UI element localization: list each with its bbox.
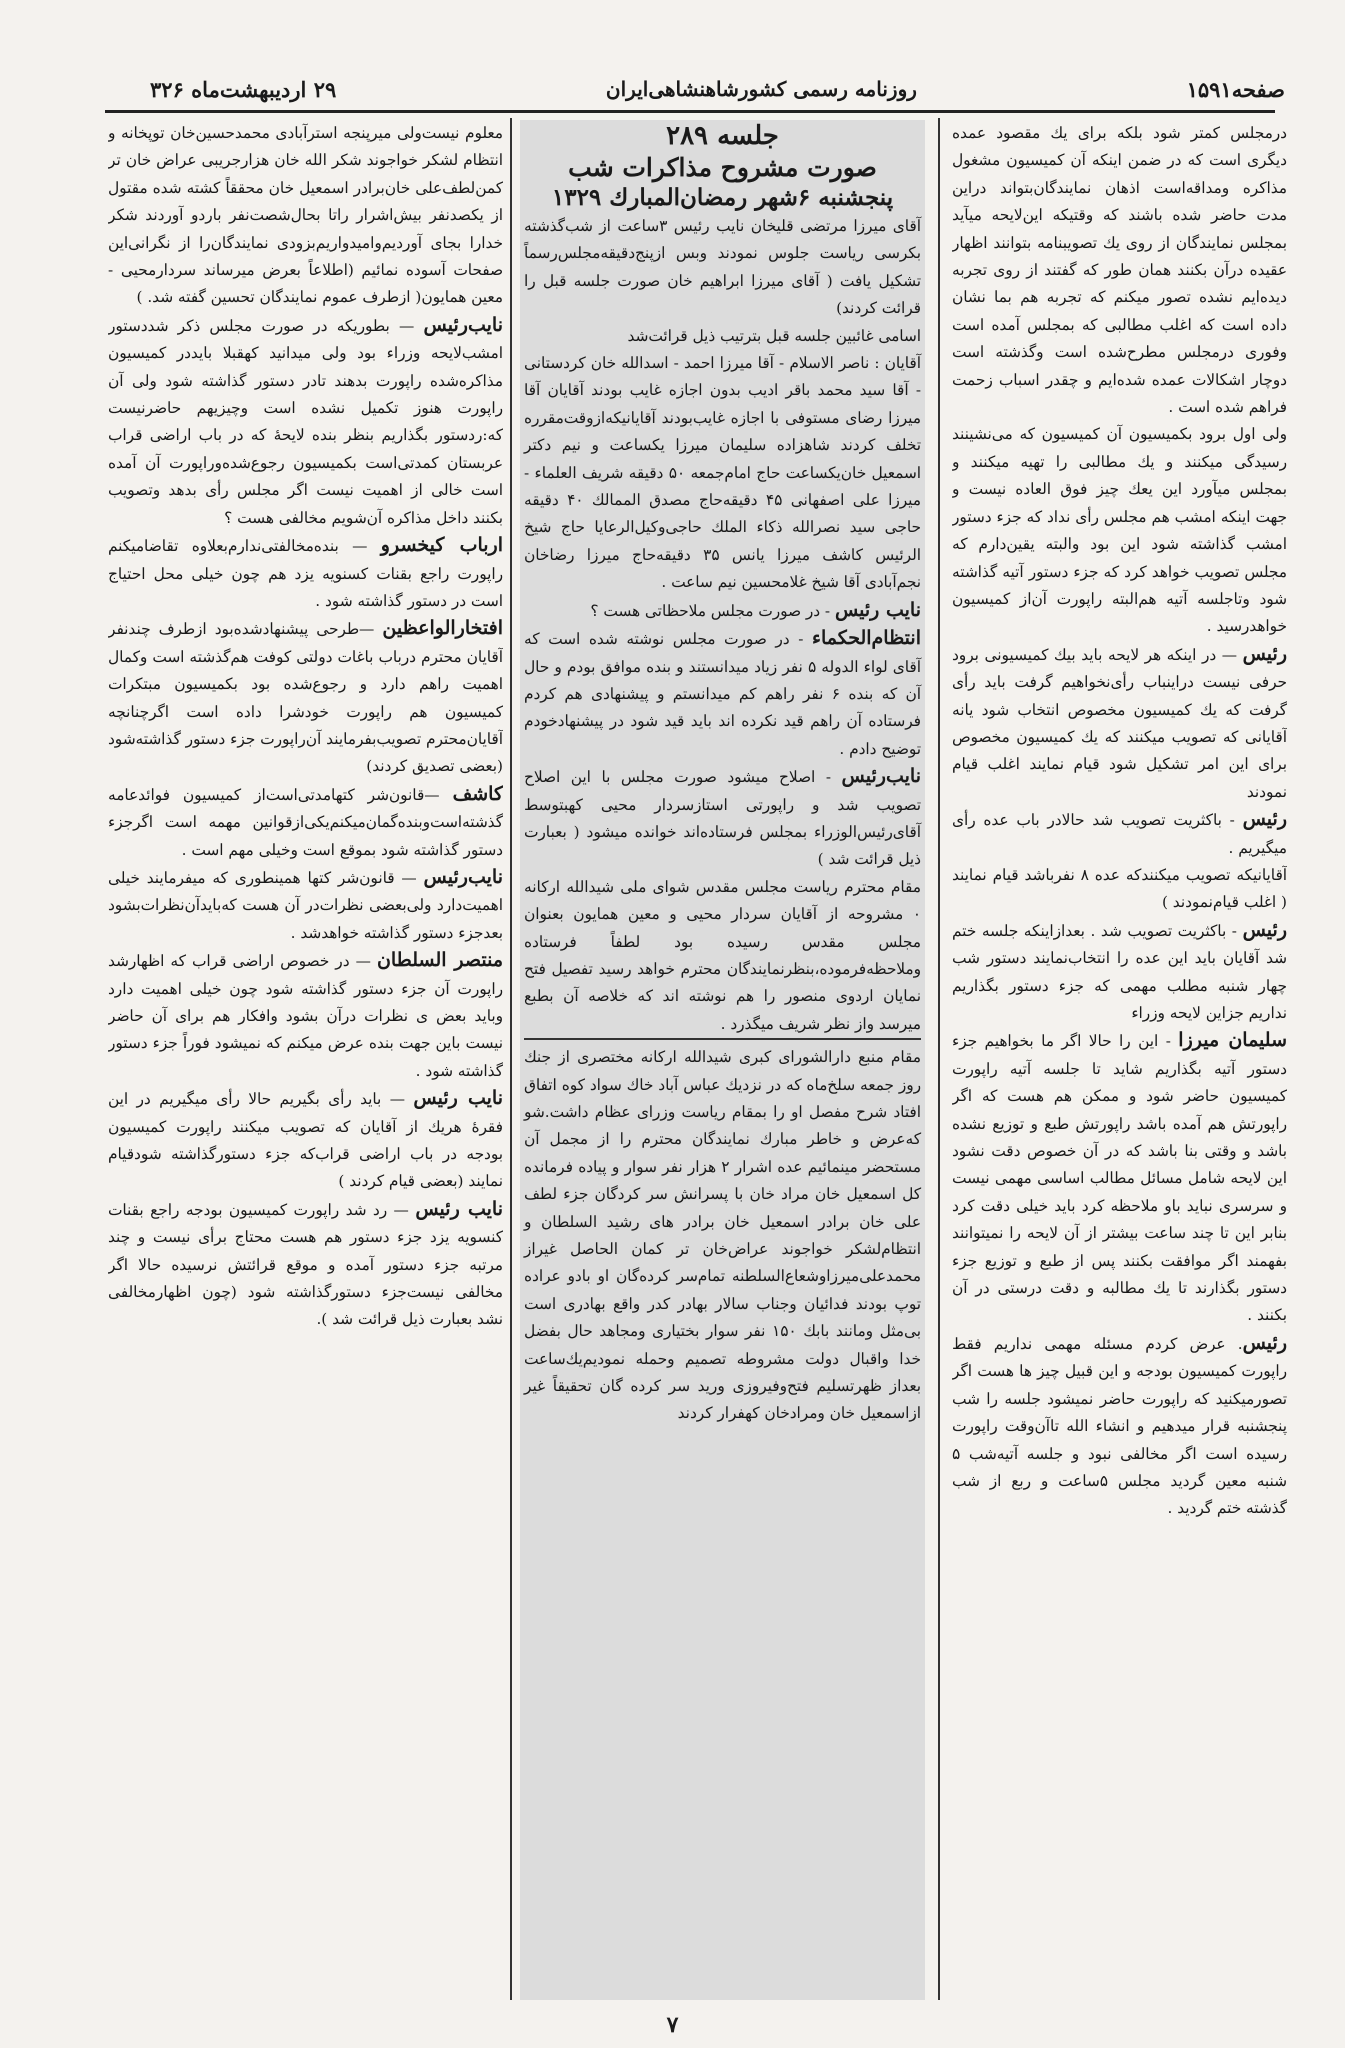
speaker-name: رئیس <box>1242 642 1287 665</box>
paragraph: نایب‌رئیس — قانون‌شر کتها همینطوری که میفرمایند خیلی اهمیت‌دارد ولی‌بعضی نظرات‌در آن هست که‌بایدآن‌نظرات‌بشود بعدجزء دستور گذاشته خواهدشد . <box>108 865 503 942</box>
right-column <box>952 120 1287 2000</box>
speaker-name: رئیس <box>1242 1331 1287 1354</box>
speaker-name: نایب رئیس <box>413 1087 503 1110</box>
paragraph: سلیمان میرزا - این را حالا اگر ما بخواهیم جزء دستور آتیه بگذاریم شاید تا جلسه آتیه راپورت کمیسیون حاضر شود و ممکن هم هست که اگر راپورتش هم آمده باشد راپورتش طبع و توزیع نشده باشد و وقتی بنا باشد که در آن خصوص دقت نشود این لایحه شامل مسائل مطالب اساسی مهمی نیست و سرسری نباید باو ملاحظه کرد باید خیلی دقت کرد بنابر این تا چند ساعت بیشتر از آن لایحه را نمیتوانند بفهمند اگر موافقت بکنند پس از طبع و توزیع جزء دستور بگذارند تا یك مطالبه و دقت درستی در آن بکنند . <box>952 1029 1287 1325</box>
paragraph: نایب‌رئیس - اصلاح میشود صورت مجلس با این اصلاح تصویب شد و راپورتی استازسردار محیی کهبتوسط آقای‌رئیس‌الوزراء بمجلس فرستاده‌اند خوانده میشود ( بعبارت ذیل قرائت شد ) <box>524 765 921 869</box>
speaker-name: منتصر السلطان <box>376 949 503 972</box>
middle-column <box>520 120 925 2000</box>
speaker-name: نایب‌رئیس <box>423 865 503 888</box>
speaker-name: افتخارالواعظین <box>382 617 503 640</box>
paragraph: نایب رئیس - در صورت مجلس ملاحظاتی هست ؟ <box>590 598 921 621</box>
paragraph: ارباب کیخسرو — بنده‌مخالفتی‌ندارم‌بعلاوه تقاضامیکنم راپورت راجع بقنات کسنویه یزد هم چون خیلی محل احتیاج است در دستور گذاشته شود . <box>108 534 503 610</box>
speaker-name: انتظام‌الحکماء <box>812 627 921 650</box>
paragraph: ولی اول برود بکمیسیون آن کمیسیون که می‌نشینند رسیدگی میکنند و یك مطالبی را تهیه میکنند و بمجلس میآورد این یعك چیز فوق العاده نیست و جهت اینکه امشب هم مجلس رأی نداد که جزء دستور امشب گذاشته شود این بود والبته یقین‌دارم که مجلس تصویب خواهد کرد که جزء دستور آتیه گذاشته شود وتاجلسه آتیه هم‌البته راپورت آن‌از کمیسیون خواهدرسید . <box>952 425 1287 636</box>
speaker-name: ارباب کیخسرو <box>380 534 503 557</box>
speaker-name: نایب‌رئیس <box>423 313 503 336</box>
paragraph: اسامی غائبین جلسه قبل بترتیب ذیل قرائت‌شد <box>627 326 921 345</box>
paragraph: نایب رئیس — رد شد راپورت کمیسیون بودجه راجع بقنات کنسویه یزد جزء دستور هم هست محتاج برأی نیست و چند مرتبه جزء دستور آمده و موقع قرائتش نرسیده حالا اگر مخالفی نیست‌جزء دستورگذاشته شود (چون اظهارمخالفی نشد بعبارت ذیل قرائت شد ). <box>108 1197 503 1329</box>
speaker-name: نایب رئیس <box>834 598 921 621</box>
page-number: ۷ <box>666 2012 679 2038</box>
paragraph: رئیس. عرض کردم مسئله مهمی نداریم فقط راپورت کمیسیون بودجه و این قبیل چیز ها هست اگر تصورمیکنید که راپورت حاضر نمیشود جلسه را شب پنجشنبه قرار میدهیم و انشاء الله تاآن‌وقت راپورت رسیده است اگر مخالفی نبود و جلسه آتیه‌شب ۵ شنبه معین گردید مجلس ۵ساعت و ربع از شب گذشته ختم گردید . <box>952 1331 1287 1518</box>
speaker-name: سلیمان میرزا <box>1178 1029 1287 1052</box>
column-divider <box>510 118 512 2000</box>
speaker-name: رئیس <box>1242 808 1287 831</box>
speaker-name: رئیس <box>1242 918 1287 941</box>
session-title: جلسه ۲۸۹ صورت مشروح مذاکرات شب پنجشنبه ۶شهر رمضان‌المبارك ۱۳۲۹ <box>551 121 894 211</box>
paragraph: رئیس - باکثریت تصویب شد حالادر باب عده رأی میگیریم . <box>952 808 1287 857</box>
header-rule <box>105 110 1275 113</box>
report-section: مقام منبع دارالشورای کبری شیدالله ارکانه مختصری از جنك روز جمعه سلخ‌ماه که در نزدیك عباس آباد خاك سواد کوه اتفاق افتاد شرح مفصل او را بمقام ریاست وزرای عظام داشت.شو که‌عرض و خاطر مبارك نمایندگان محترم را از مجمل آن مستحضر مینمائیم عده اشرار ۲ هزار نفر سوار و پیاده فرمانده کل اسمعیل خان مراد خان با پسرانش سر کردگان جزء لطف علی خان برادر اسمعیل خان برادر های رشید السلطان و انتظام‌لشکر خواجوند عراض‌خان تر کمان الحاصل غیراز محمدعلی‌میرزاوشعاع‌السلطنه تمام‌سر کرده‌گان او بادو عراده توپ بودند فدائیان وجناب سالار بهادر کدر واقع بهادری است بی‌مثل ومانند بابك ۱۵۰ نفر سوار بختیاری ومجاهد حال بفضل خدا واقبال دولت مشروطه تصمیم وحمله نمودیم‌یك‌ساعت بعداز ظهر‌تسلیم فتح‌وفیروزی ورید سر کرده گان تحقیقاً غیر ازاسمعیل خان ومرادخان کهفرار کردند <box>524 1038 921 1428</box>
paragraph: افتخارالواعظین —طرحی پیشنهادشده‌بود ازطرف چندنفر آقایان محترم درباب باغات دولتی کوفت هم‌گذشته است وکمال اهمیت راهم دارد و رجوع‌شده بود بکمیسیون مبتکرات کمیسیون هم راپورت خودشرا داده است اگرچنانچه آقایان‌محترم تصویب‌بفرمایند آن‌راپورت جزء دستور گذاشته‌شود (بعضی تصدیق کردند) <box>108 617 503 776</box>
paragraph: رئیس - باکثریت تصویب شد . بعدازاینکه جلسه ختم شد آقایان باید این عده را انتخاب‌نمایند دستور شب چهار شنبه مطلب مهمی که جزء دستور بگذاریم نداریم جزاین لایحه وزراء <box>952 918 1287 1022</box>
paragraph: معلوم نیست‌ولی میرپنجه استرآبادی محمدحسین‌خان توپخانه و انتظام لشکر خواجوند شکر الله خان هزارجریبی عراض خان تر کمن‌لطف‌علی خان‌برادر اسمعیل خان محققاً کشته شده مقتول از یکصدنفر بیش‌اشرار راتا بحال‌شصت‌نفر باردو آوردند شکر خدارا بجای آوردیم‌وامیدواریم‌بزودی نمایندگان‌را از نگرانی‌این صفحات آسوده نمائیم (اطلاعاً بعرض میرساند سردارمحیی - معین همایون( ازطرف عموم نمایندگان تحسین گفته شد. ) <box>108 124 503 307</box>
paragraph: نایب‌رئیس — بطوریکه در صورت مجلس ذکر شددستور امشب‌لایحه وزراء بود ولی میدانید کهقبلا بایددر کمیسیون مذاکره‌شده راپورت بدهند تادر دستور گذاشته شود ولی آن راپورت هنوز تکمیل نشده است وچیزیهم حاضرنیست که:ردستور بگذاریم بنظر بنده لایحهٔ که در باب اراضی قراب عربستان کمدتی‌است بکمیسیون رجوع‌شده‌وراپورت آن آمده است خالی از اهمیت نیست اگر مجلس رأی بدهد وتصویب بکنند داخل مذاکره آن‌شویم مخالفی هست ؟ <box>108 313 503 527</box>
paragraph: آقایانیکه تصویب میکنندکه عده ۸ نفرباشد قیام نمایند ( اغلب قیام‌نمودند ) <box>952 865 1287 912</box>
speaker-name: نایب‌رئیس <box>841 765 921 788</box>
paragraph: نایب رئیس — باید رأی بگیریم حالا رأی میگیریم در این فقرهٔ هریك از آقایان که تصویب میکنند راپورت کمیسیون بودجه در باب اراضی قراب‌که جزء دستورگذاشته شودقیام نمایند (بعضی قیام کردند ) <box>108 1087 503 1191</box>
paragraph: مقام محترم ریاست مجلس مقدس شوای ملی شیدالله ارکانه ۰ مشروحه از آقایان سردار محیی و معین همایون بعنوان مجلس مقدس رسیده بود لطفاً فرستاده وملاحظه‌فرموده،بنظر‌نمایندگان محترم خواهد رسید تفصیل فتح نمایان اردوی منصور را هم نوشته اند که خلاصه آن بطبع میرسد واز نظر شریف میگذرد . <box>524 877 921 1033</box>
paragraph: کاشف —قانون‌شر کتهامدتی‌است‌از کمیسیون فوائدعامه گذشته‌است‌وبنده‌گمان‌میکنم‌یکی‌ازقوانین مهمه است اگرجزء دستور گذاشته شود بموقع است وخیلی مهم است . <box>108 782 503 859</box>
speaker-name: نایب رئیس <box>415 1197 503 1220</box>
paper-title: روزنامه رسمی کشورشاهنشاهی‌ایران <box>605 77 917 101</box>
paragraph: انتظام‌الحکماء - در صورت مجلس نوشته شده است که آقای لواء الدوله ۵ نفر زیاد میدانستند و بنده موافق بودم و حال آن که بنده ۶ نفر راهم کم میدانستم و پیشنهادی هم کردم فرستاده آن راهم قید نکرده اند باید قید شود در پیشنهادخودم توضیح دادم . <box>524 627 921 758</box>
issue-date: ۲۹ اردیبهشت‌ماه ۳۲۶ <box>150 76 337 102</box>
paragraph: رئیس — در اینکه هر لایحه باید بیك کمیسیونی برود حرفی نیست دراینباب رأی‌نخواهیم گرفت باید رأی گرفت که یك کمیسیون مخصوص انتخاب شود یانه آقایانی که تصویب میکنند که یك کمیسیون مخصوص برای این امر تشکیل شود قیام نمایند اغلب قیام نمودند <box>952 642 1287 801</box>
paragraph: آقای میرزا مرتضی قلیخان نایب رئیس ۳ساعت از شب‌گذشته بکرسی ریاست جلوس نمودند وبس ازپنج‌دقیقه‌مجلس‌رسماً تشکیل یافت ( آقای میرزا ابراهیم خان صورت جلسه قبل را قرائت کردند) <box>524 217 921 318</box>
paragraph: منتصر السلطان — در خصوص اراضی قراب که اظهارشد راپورت آن جزء دستور گذاشته شود چون خیلی اهمیت دارد وباید بعض ی نظرات درآن بشود وافکار هم برای آن حاضر نیست باین جهت بنده عرض میکنم که نمیشود فوراً جزء دستور گذاشته شود . <box>108 949 503 1080</box>
column-divider <box>938 118 940 2000</box>
paragraph: آقایان : ناصر الاسلام - آقا میرزا احمد - اسدالله خان کردستانی - آقا سید محمد باقر ادیب بدون اجازه غایب بودند آقایان آقا میرزا رضای مستوفی با اجازه غایب‌بودند آقایانیکه‌ازوقت‌مقرره تخلف کردند شاهزاده سلیمان میرزا یکساعت و نیم دکتر اسمعیل خان‌یکساعت حاج امام‌جمعه ۵۰ دقیقه شریف العلماء - میرزا علی اصفهانی ۴۵ دقیقه‌حاج مصدق الممالك ۴۰ دقیقه حاجی سید نصرالله ذکاء الملك حاجی‌وکیل‌الرعایا حاج شیخ الرئیس کاشف میرزا یانس ۳۵ دقیقه‌حاج میرزا رضاخان نجم‌آبادی آقا شیخ غلامحسین نیم ساعت . <box>524 354 921 592</box>
left-column <box>108 120 503 2000</box>
page-label: صفحه۱۵۹۱ <box>1186 76 1285 102</box>
page-header <box>150 70 1285 108</box>
speaker-name: کاشف <box>452 782 503 805</box>
paragraph: درمجلس کمتر شود بلکه برای یك مقصود عمده دیگری است که در ضمن اینکه آن کمیسیون مشغول مذاکره ومداقه‌است اذهان نمایندگان‌بتواند دراین مدت حاضر شده باشند که وقتیکه این‌لایحه میآید بمجلس نمایندگان از روی یك تصویبنامه بتوانند اظهار عقیده درآن بکنند همان طور که گفتند از روی تجربه دیده‌ایم نشده تصور میکنم که تجربه هم بما نشان داده است که اغلب مطالبی که بمجلس آمده است وفوری درمجلس مطرح‌شده است وگذشته است دوچار اشکالات عمده شده‌ایم و چقدر اسباب زحمت فراهم شده است . <box>952 124 1287 417</box>
